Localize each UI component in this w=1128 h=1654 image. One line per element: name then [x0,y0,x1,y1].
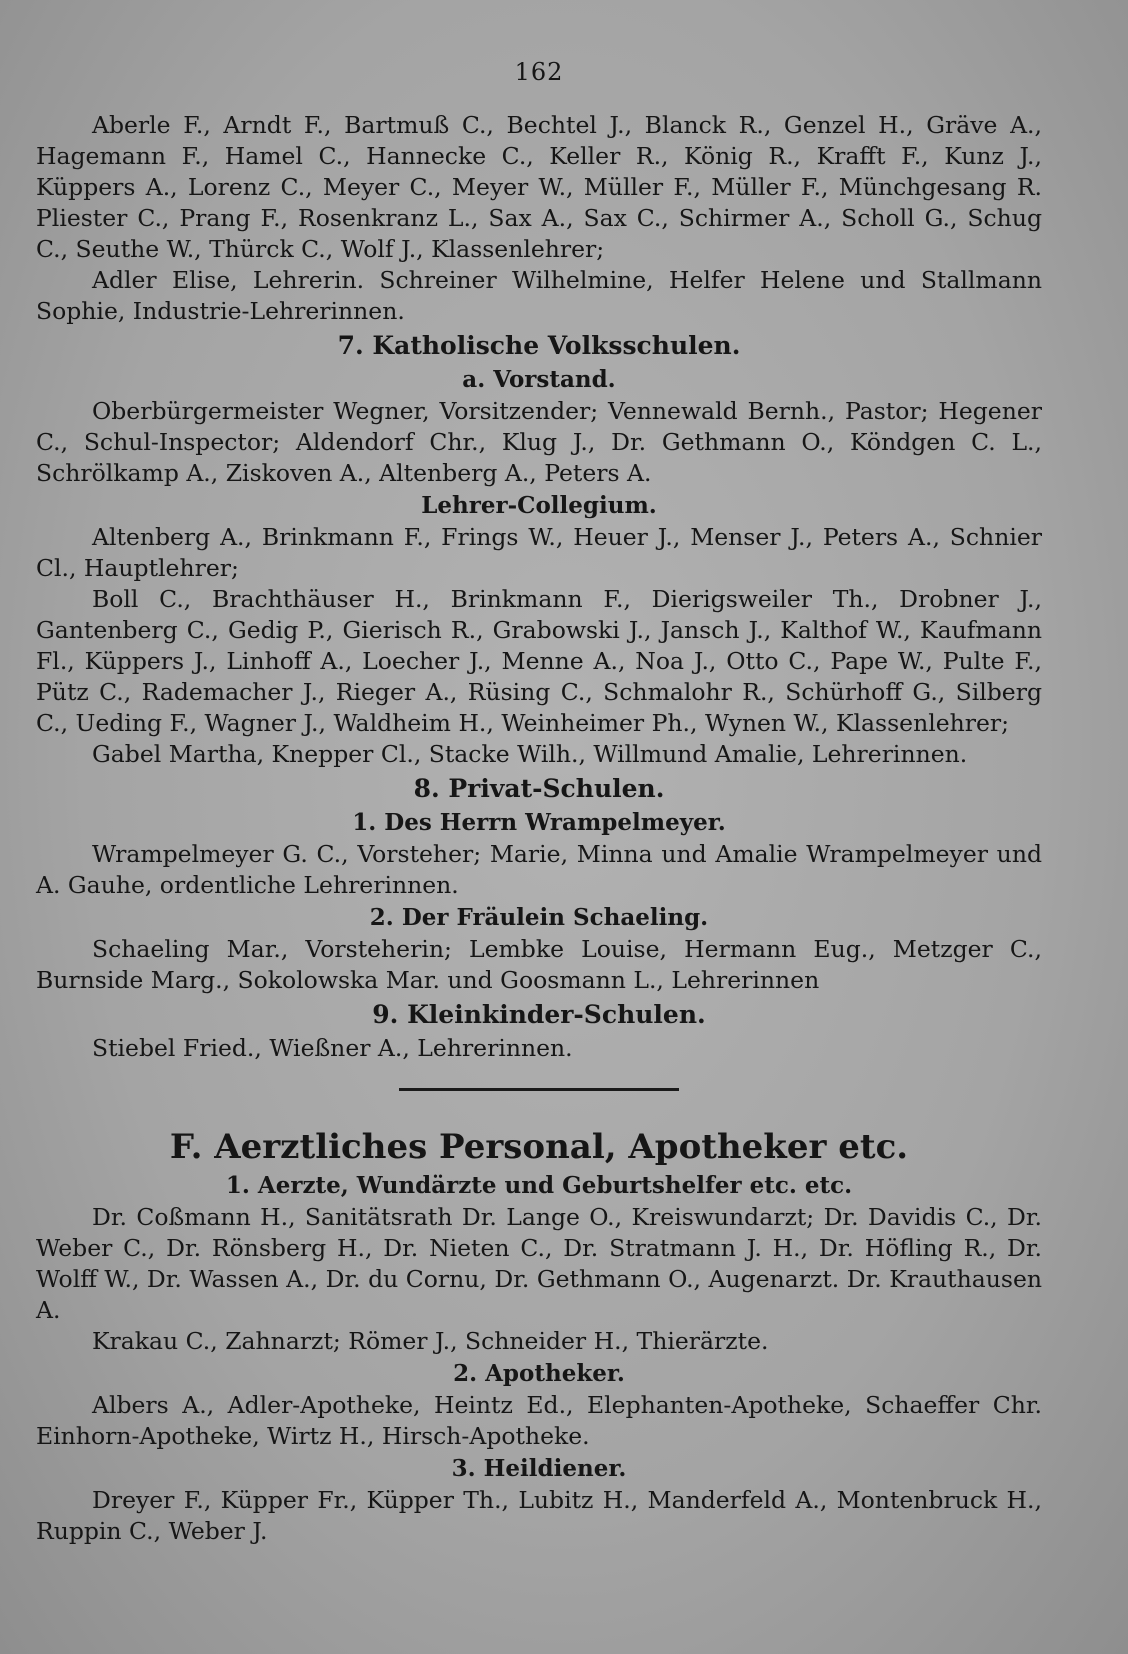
teacher-list-paragraph: Aberle F., Arndt F., Bartmuß C., Bechtel J., Blanck R., Genzel H., Gräve A., Hagemann F., Hamel C., Hannecke C., Keller R., König R., Krafft F., Kunz J., Küppers A., Lorenz C., Meyer C., Meyer W., Müller F., Müller F., Münchgesang R. Pliester C., Prang F., Rosenkranz L., Sax A., Sax C., Schirmer A., Scholl G., Schug C., Seuthe W., Thürck C., Wolf J., Klassenlehrer; [36,111,1042,263]
vorstand-paragraph: Oberbürgermeister Wegner, Vorsitzender; Vennewald Bernh., Pastor; Hegener C., Schul-Inspector; Aldendorf Chr., Klug J., Dr. Gethmann O., Köndgen C. L., Schrölkamp A., Ziskoven A., Altenberg A., Peters A. [36,397,1042,487]
section-f-subheading-1: 1. Aerzte, Wundärzte und Geburtshelfer etc. etc. [225,1172,853,1199]
section-8-subheading-1: 1. Des Herrn Wrampelmeyer. [352,809,726,836]
section-9-heading: 9. Kleinkinder-Schulen. [372,1000,706,1029]
heildiener-paragraph: Dreyer F., Küpper Fr., Küpper Th., Lubitz H., Manderfeld A., Montenbruck H., Ruppin C., Weber J. [36,1486,1042,1545]
kleinkinder-paragraph: Stiebel Fried., Wießner A., Lehrerinnen. [92,1034,573,1062]
section-7-subheading-collegium: Lehrer-Collegium. [421,492,657,519]
collegium-paragraph-1: Altenberg A., Brinkmann F., Frings W., Heuer J., Menser J., Peters A., Schnier Cl., Hauptlehrer; [36,523,1042,582]
section-f-title: F. Aerztliches Personal, Apotheker etc. [169,1127,909,1167]
section-divider [399,1088,679,1091]
section-7-heading: 7. Katholische Volksschulen. [337,331,741,360]
wrampelmeyer-paragraph: Wrampelmeyer G. C., Vorsteher; Marie, Minna und Amalie Wrampelmeyer und A. Gauhe, ordentliche Lehrerinnen. [36,840,1042,899]
section-f-subheading-3: 3. Heildiener. [451,1455,627,1482]
apotheker-paragraph: Albers A., Adler-Apotheke, Heintz Ed., Elephanten-Apotheke, Schaeffer Chr. Einhorn-Apotheke, Wirtz H., Hirsch-Apotheke. [36,1391,1042,1450]
section-8-subheading-2: 2. Der Fräulein Schaeling. [369,904,709,931]
section-f-subheading-2: 2. Apotheker. [453,1360,625,1387]
section-8-heading: 8. Privat-Schulen. [413,774,665,803]
section-7-subheading-vorstand: a. Vorstand. [462,366,616,393]
collegium-paragraph-3: Gabel Martha, Knepper Cl., Stacke Wilh., Willmund Amalie, Lehrerinnen. [92,740,968,768]
collegium-paragraph-2: Boll C., Brachthäuser H., Brinkmann F., Dierigsweiler Th., Drobner J., Gantenberg C., Gedig P., Gierisch R., Grabowski J., Jansch J., Kalthof W., Kaufmann Fl., Küppers J., Linhoff A., Loecher J., Menne A., Noa J., Otto C., Pape W., Pulte F., Pütz C., Rademacher J., Rieger A., Rüsing C., Schmalohr R., Schürhoff G., Silberg C., Ueding F., Wagner J., Waldheim H., Weinheimer Ph., Wynen W., Klassenlehrer; [36,585,1042,737]
zahnarzt-paragraph: Krakau C., Zahnarzt; Römer J., Schneider H., Thierärzte. [92,1327,769,1355]
aerzte-paragraph: Dr. Coßmann H., Sanitätsrath Dr. Lange O., Kreiswundarzt; Dr. Davidis C., Dr. Weber C., Dr. Rönsberg H., Dr. Nieten C., Dr. Stratmann J. H., Dr. Höfling R., Dr. Wolff W., Dr. Wassen A., Dr. du Cornu, Dr. Gethmann O., Augenarzt. Dr. Krauthausen A. [36,1203,1042,1324]
female-teacher-paragraph: Adler Elise, Lehrerin. Schreiner Wilhelmine, Helfer Helene und Stallmann Sophie, Industrie-Lehrerinnen. [36,266,1042,325]
page-number: 162 [514,58,564,86]
schaeling-paragraph: Schaeling Mar., Vorsteherin; Lembke Louise, Hermann Eug., Metzger C., Burnside Marg., Sokolowska Mar. und Goosmann L., Lehrerinnen [36,935,1042,994]
